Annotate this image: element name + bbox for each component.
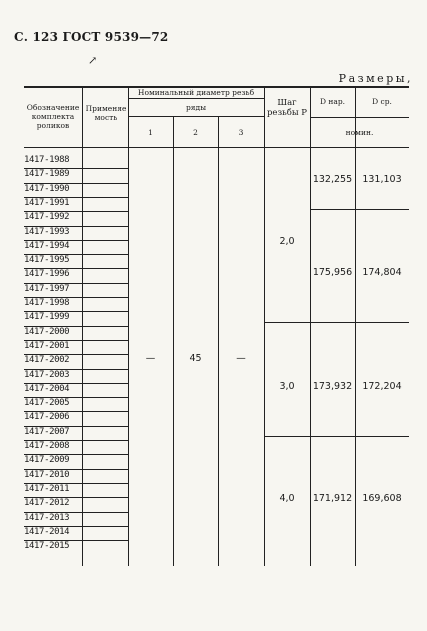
stray-mark: ↗ (88, 54, 98, 67)
header-nominal-diameter: Номинальный диаметр резьб (137, 88, 255, 97)
header-dsr: D ср. (372, 97, 392, 106)
dsr-value: 174,804 (362, 267, 402, 278)
row-designation: 1417-2001 (24, 340, 70, 351)
row-designation: 1417-1995 (24, 255, 70, 266)
header-dnar: D нар. (319, 97, 346, 106)
header-row-3: 3 (238, 128, 244, 137)
row-designation: 1417-2009 (24, 455, 70, 466)
pitch-value: 3,0 (279, 381, 295, 392)
row-designation: 1417-2005 (24, 398, 70, 409)
row-designation: 1417-2004 (24, 383, 70, 394)
row-designation: 1417-1997 (24, 283, 70, 294)
row-designation: 1417-2012 (24, 498, 70, 509)
col-divider-2 (128, 86, 129, 566)
row-designation: 1417-2007 (24, 426, 70, 437)
row-2-value: 45 (189, 353, 202, 364)
row-designation: 1417-1993 (24, 226, 70, 237)
header-designation: Обозначение комплекта роликов (26, 103, 80, 130)
row-designation: 1417-1989 (24, 169, 70, 180)
dsr-value: 172,204 (362, 381, 402, 392)
header-row-1: 1 (148, 128, 153, 137)
row-designation: 1417-1998 (24, 298, 70, 308)
row-designation: 1417-2008 (24, 441, 70, 451)
row-designation: 1417-2014 (24, 526, 70, 537)
row-designation: 1417-2015 (24, 541, 70, 552)
dsr-value: 131,103 (362, 174, 402, 185)
dsr-value: 169,608 (362, 493, 402, 504)
row-designation: 1417-1992 (24, 212, 70, 223)
row-designation: 1417-2002 (24, 355, 70, 366)
pitch-group-rule-2 (264, 436, 409, 437)
dnar-value: 173,932 (312, 381, 353, 392)
row-designation: 1417-2003 (24, 369, 70, 380)
pitch-group-rule-1 (264, 322, 409, 323)
col-divider-3 (173, 116, 174, 566)
row-designation: 1417-2006 (24, 412, 70, 423)
dnar-value: 171,912 (312, 493, 353, 504)
rows-subheader-rule (128, 116, 264, 117)
dnar-value: 175,956 (312, 267, 353, 278)
header-application: Применяемость (85, 104, 127, 122)
header-rows: ряды (185, 103, 207, 112)
header-pitch: Шаг резьбы P (266, 98, 308, 118)
row-3-dash: — (236, 353, 246, 364)
row-designation: 1417-1990 (24, 183, 70, 194)
pitch-value: 4,0 (279, 493, 295, 504)
row-designation: 1417-2000 (24, 326, 70, 337)
col-divider-4 (218, 116, 219, 566)
diam-subgroup-rule (310, 209, 409, 210)
row-designation: 1417-1996 (24, 269, 70, 280)
row-designation: 1417-1991 (24, 197, 70, 208)
units-label: Размеры, (338, 72, 413, 85)
page-header: С. 123 ГОСТ 9539—72 (14, 30, 169, 44)
nominal-subheader-rule (128, 98, 264, 99)
header-nominal: номин. (345, 128, 374, 137)
row-designation: 1417-1988 (24, 155, 70, 165)
row-designation: 1417-1999 (24, 312, 70, 323)
row-designation: 1417-2010 (24, 469, 70, 480)
row-1-dash: — (145, 353, 156, 364)
dnar-value: 132,255 (312, 174, 353, 185)
row-designation: 1417-2011 (24, 483, 70, 494)
diam-subheader-rule (310, 117, 409, 118)
row-designation: 1417-1994 (24, 240, 70, 251)
pitch-value: 2,0 (279, 236, 295, 247)
row-designation: 1417-2013 (24, 512, 70, 523)
header-row-2: 2 (193, 128, 198, 137)
